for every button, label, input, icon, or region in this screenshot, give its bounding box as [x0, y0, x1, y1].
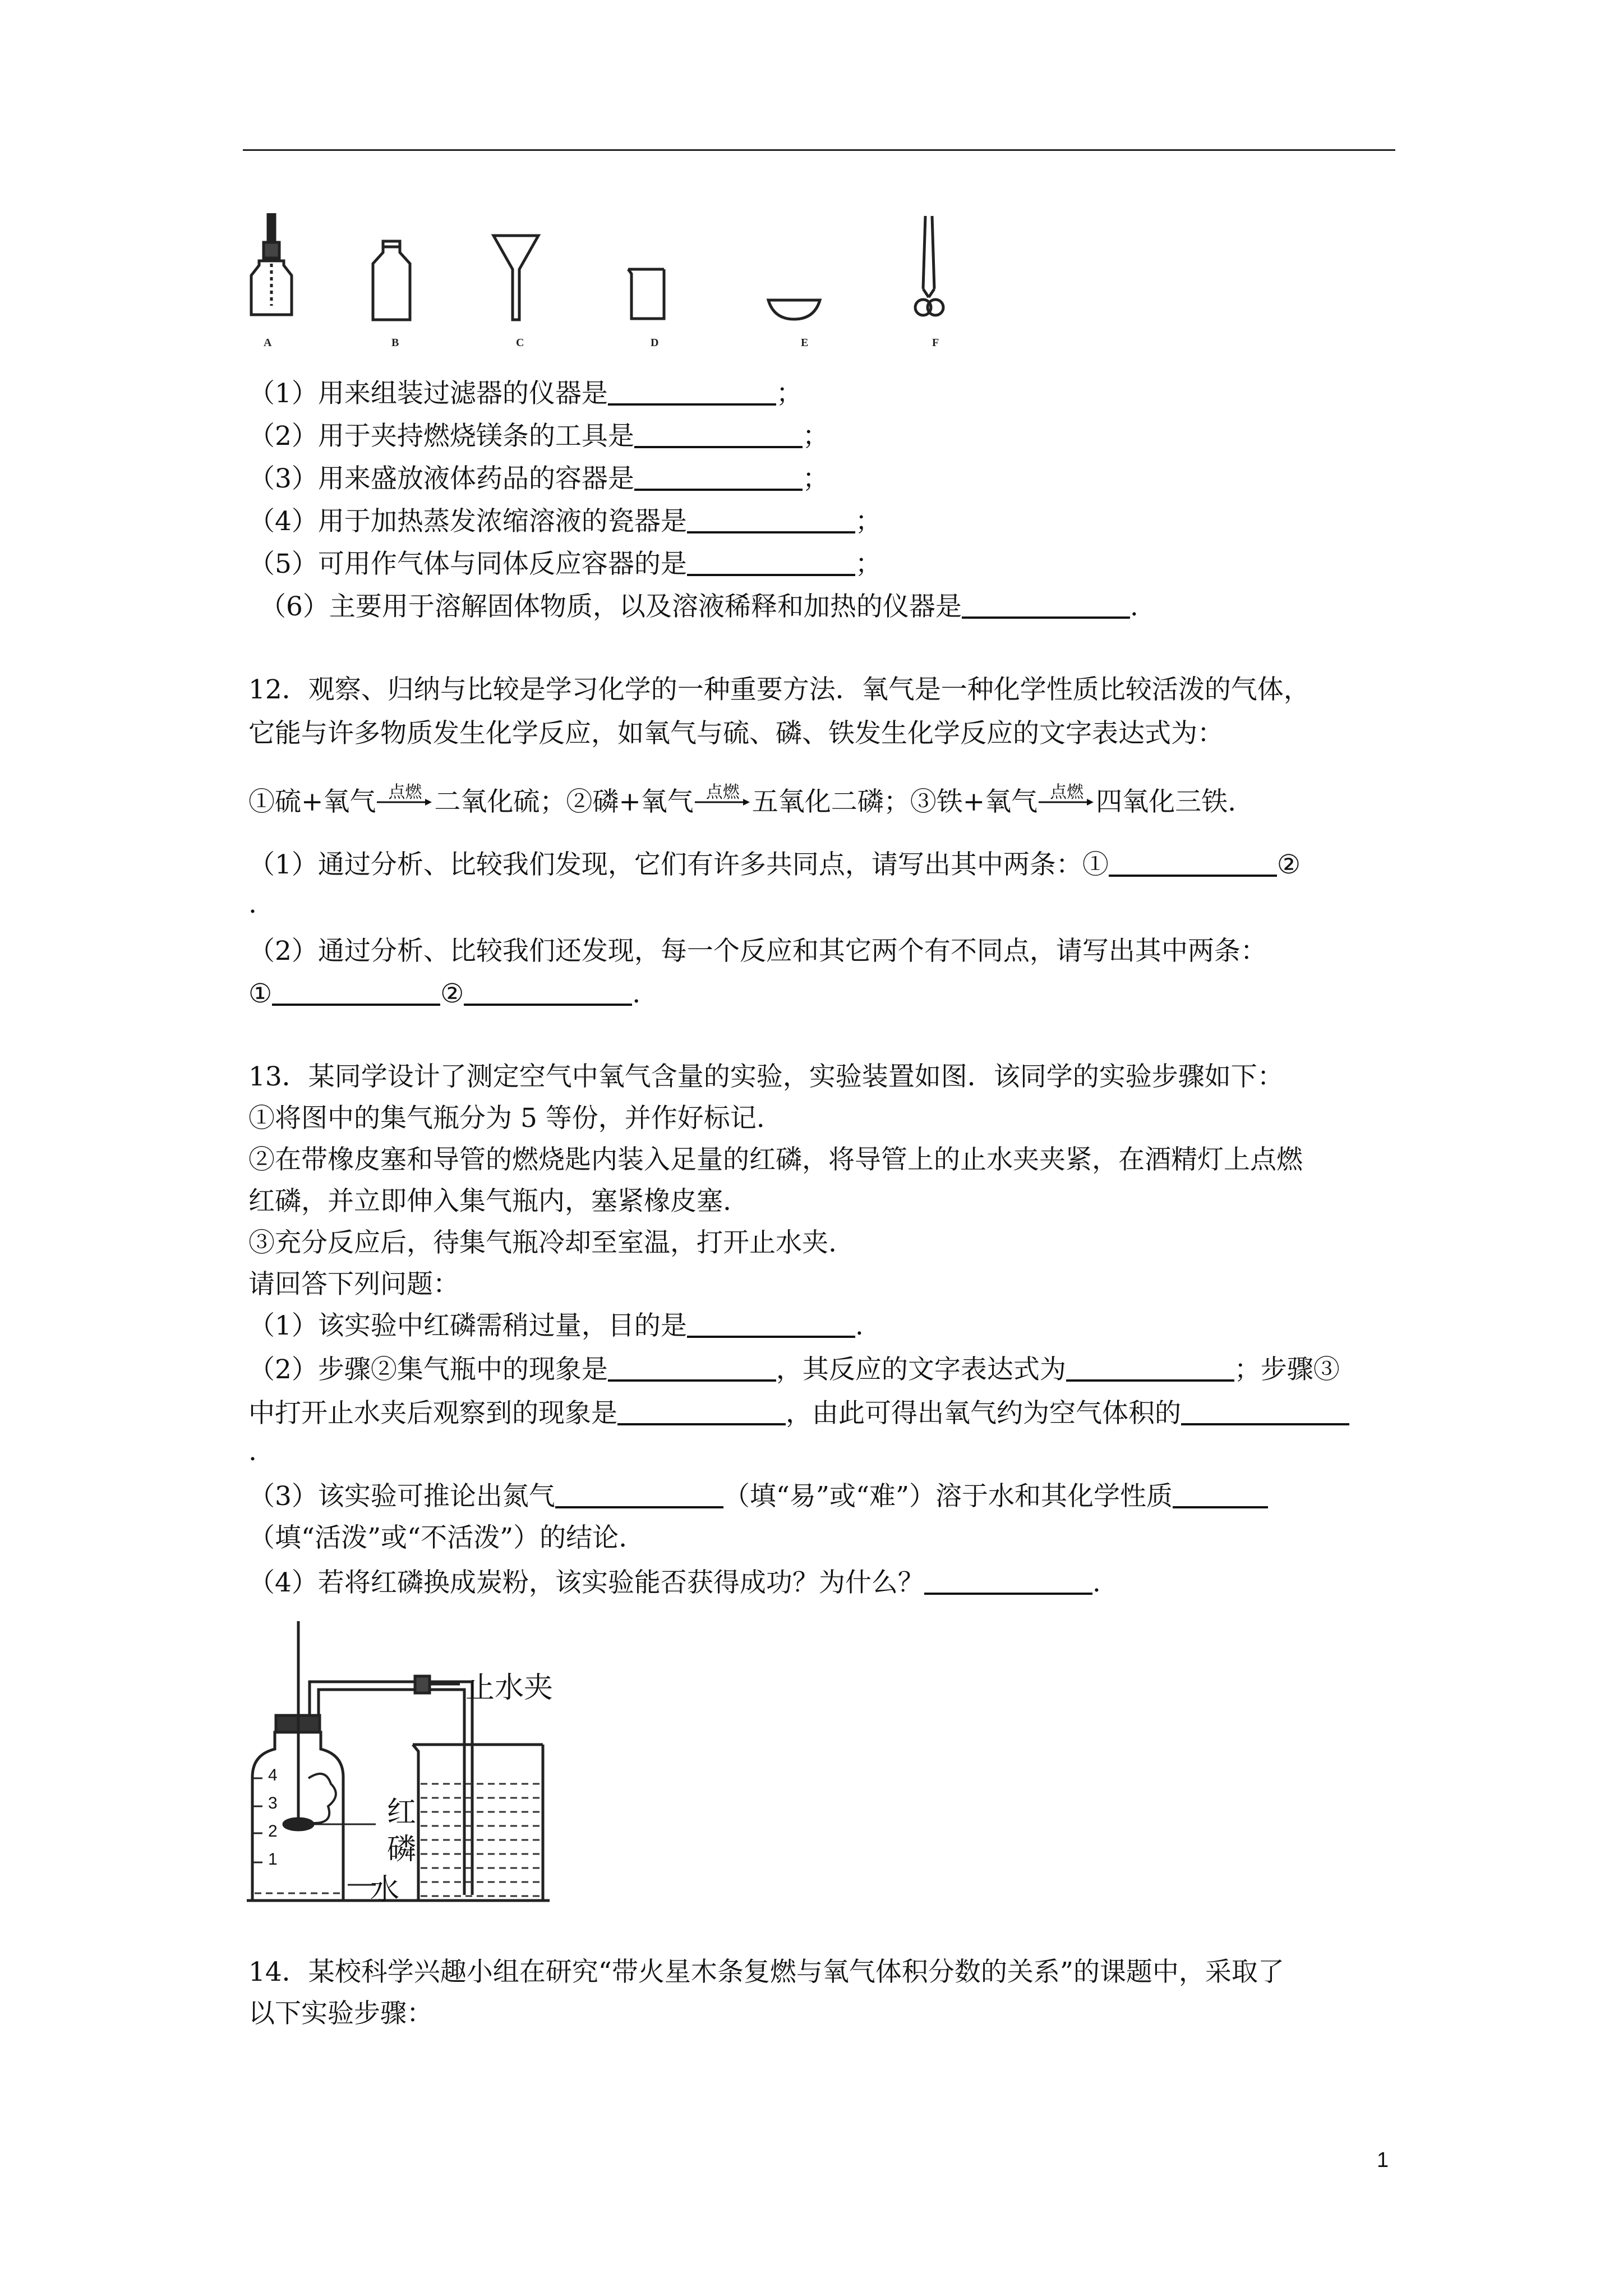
answer-blank[interactable] — [555, 1484, 723, 1508]
q13-answer-4: （4）若将红磷换成炭粉，该实验能否获得成功？为什么？ . — [248, 1567, 1101, 1598]
reaction-arrow: 点燃 — [377, 785, 433, 813]
beaker-icon — [628, 269, 664, 319]
header-rule — [243, 149, 1395, 151]
label-b: B — [391, 337, 399, 349]
answer-blank[interactable] — [1173, 1484, 1268, 1508]
q14-line-1: 14．某校科学兴趣小组在研究“带火星木条复燃与氧气体积分数的关系”的课题中，采取了 — [248, 1957, 1284, 1987]
answer-blank[interactable] — [272, 981, 440, 1006]
q11-item-2: （2）用于夹持燃烧镁条的工具是 ； — [248, 421, 829, 452]
apparatus-figure — [247, 213, 987, 359]
q11-item-1: （1）用来组装过滤器的仪器是 ； — [248, 378, 803, 409]
q13-step-3: ③充分反应后，待集气瓶冷却至室温，打开止水夹. — [248, 1227, 837, 1258]
q13-answer-2a: （2）步骤②集气瓶中的现象是 ，其反应的文字表达式为 ；步骤③ — [248, 1354, 1340, 1385]
answer-blank[interactable] — [617, 1401, 786, 1425]
label-water: 水 — [370, 1873, 400, 1907]
label-c: C — [516, 337, 524, 349]
q13-step-2b: 红磷，并立即伸入集气瓶内，塞紧橡皮塞. — [248, 1186, 731, 1217]
q12-intro-2: 它能与许多物质发生化学反应，如氧气与硫、磷、铁发生化学反应的文字表达式为： — [248, 718, 1224, 749]
q13-intro: 13．某同学设计了测定空气中氧气含量的实验，实验装置如图．该同学的实验步骤如下： — [248, 1061, 1284, 1092]
label-phosphorus-2: 磷 — [387, 1833, 417, 1866]
dropper-bottle-icon — [251, 214, 292, 315]
q12-part-2: （2）通过分析、比较我们还发现，每一个反应和其它两个有不同点，请写出其中两条： — [248, 936, 1267, 967]
scale-mark-1: 1 — [268, 1850, 278, 1869]
reagent-bottle-icon — [373, 241, 410, 320]
answer-blank[interactable] — [1109, 852, 1277, 877]
q13-ask: 请回答下列问题： — [248, 1269, 459, 1300]
answer-blank[interactable] — [634, 424, 803, 448]
evaporating-dish-icon — [768, 300, 820, 319]
crucible-tongs-icon — [915, 216, 943, 315]
scale-mark-2: 2 — [268, 1822, 278, 1841]
q13-step-1: ①将图中的集气瓶分为 5 等份，并作好标记. — [248, 1103, 765, 1134]
answer-blank[interactable] — [962, 594, 1130, 619]
q11-item-3: （3）用来盛放液体药品的容器是 ； — [248, 463, 829, 494]
reaction-arrow: 点燃 — [695, 785, 751, 813]
funnel-icon — [494, 236, 538, 320]
scale-mark-4: 4 — [268, 1766, 278, 1784]
answer-blank[interactable] — [634, 466, 803, 491]
q13-answer-2-end: . — [248, 1436, 257, 1467]
label-e: E — [801, 337, 809, 349]
answer-blank[interactable] — [924, 1570, 1092, 1595]
label-phosphorus-1: 红 — [387, 1796, 417, 1829]
answer-blank[interactable] — [608, 1357, 776, 1382]
q12-part-1-end: . — [248, 889, 257, 919]
q13-answer-2b: 中打开止水夹后观察到的现象是 ，由此可得出氧气约为空气体积的 — [248, 1396, 1349, 1432]
label-f: F — [932, 337, 939, 349]
q13-answer-3b: （填“活泼”或“不活泼”）的结论. — [248, 1522, 628, 1553]
q11-item-4: （4）用于加热蒸发浓缩溶液的瓷器是 ； — [248, 506, 882, 537]
q12-reactions: ①硫+氧气 点燃 二氧化硫；②磷+氧气 点燃 五氧化二磷；③铁+氧气 点燃 四氧化三铁. — [248, 783, 1237, 817]
answer-blank[interactable] — [608, 381, 776, 406]
q12-intro-1: 12．观察、归纳与比较是学习化学的一种重要方法．氧气是一种化学性质比较活泼的气体， — [248, 674, 1310, 705]
answer-blank[interactable] — [1181, 1401, 1349, 1425]
q12-part-1: （1）通过分析、比较我们发现，它们有许多共同点，请写出其中两条：① ② — [248, 849, 1301, 880]
q13-step-2a: ②在带橡皮塞和导管的燃烧匙内装入足量的红磷，将导管上的止水夹夹紧，在酒精灯上点燃 — [248, 1144, 1303, 1175]
q12-part-2-answers: ① ② . — [248, 978, 641, 1009]
q11-item-5: （5）可用作气体与同体反应容器的是 ； — [248, 549, 882, 579]
page-number: 1 — [1377, 2148, 1389, 2172]
answer-blank[interactable] — [464, 981, 632, 1006]
q13-answer-3a: （3）该实验可推论出氮气 （填“易”或“难”）溶于水和其化学性质 — [248, 1479, 1268, 1515]
answer-blank[interactable] — [687, 551, 855, 576]
reaction-arrow: 点燃 — [1039, 785, 1095, 813]
answer-blank[interactable] — [687, 1313, 855, 1338]
q14-line-2: 以下实验步骤： — [248, 1998, 433, 2029]
label-d: D — [651, 337, 659, 349]
scale-mark-3: 3 — [268, 1794, 278, 1812]
label-clamp: 止水夹 — [465, 1671, 554, 1705]
q13-answer-1: （1）该实验中红磷需稍过量，目的是 . — [248, 1310, 864, 1341]
answer-blank[interactable] — [687, 509, 855, 533]
answer-blank[interactable] — [1066, 1357, 1234, 1382]
label-a: A — [264, 337, 272, 349]
q11-item-6: （6）主要用于溶解固体物质，以及溶液稀释和加热的仪器是 . — [260, 591, 1138, 622]
